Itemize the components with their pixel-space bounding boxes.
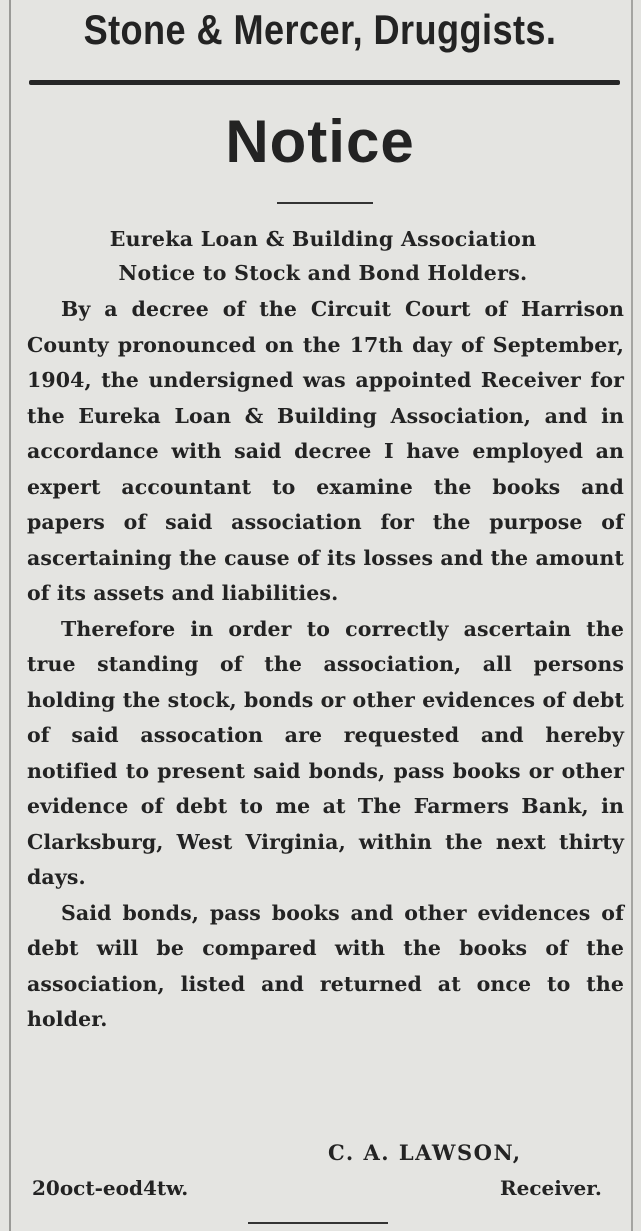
paragraph-3: Said bonds, pass books and other evidences of debt will be compared with the books of the association, listed and returned at once to the holder. <box>27 900 624 1031</box>
masthead-rule <box>29 80 620 85</box>
masthead: Stone & Mercer, Druggists. <box>83 6 557 53</box>
notice-body <box>27 292 624 1038</box>
title-rule <box>277 202 373 204</box>
subhead-notice: Notice to Stock and Bond Holders. <box>118 261 528 285</box>
dateline: 20oct-eod4tw. <box>32 1176 189 1200</box>
subhead-association: Eureka Loan & Building Association <box>109 227 537 251</box>
column-rule-right <box>631 0 633 1231</box>
column-rule-left <box>9 0 11 1231</box>
notice-title: Notice <box>225 108 415 175</box>
paragraph-1: By a decree of the Circuit Court of Harrison County pronounced on the 17th day of September, 1904, the undersigned was appointed Receiver for the Eureka Loan & Building Association, and in accordance with said decree I have employed an expert accountant to examine the books and papers of said association for the purpose of ascertaining the cause of its losses and the amount of its assets and liabilities. <box>27 297 624 605</box>
signature: C. A. LAWSON, <box>328 1140 522 1165</box>
bottom-rule <box>248 1222 388 1224</box>
paragraph-2: Therefore in order to correctly ascertain the true standing of the association, all persons holding the stock, bonds or other evidences of debt of said assocation are requested and hereby notified to present said bonds, pass books or other evidence of debt to me at The Farmers Bank, in Clarksburg, West Virginia, within the next thirty days. <box>27 616 624 889</box>
signer-role: Receiver. <box>500 1176 602 1200</box>
